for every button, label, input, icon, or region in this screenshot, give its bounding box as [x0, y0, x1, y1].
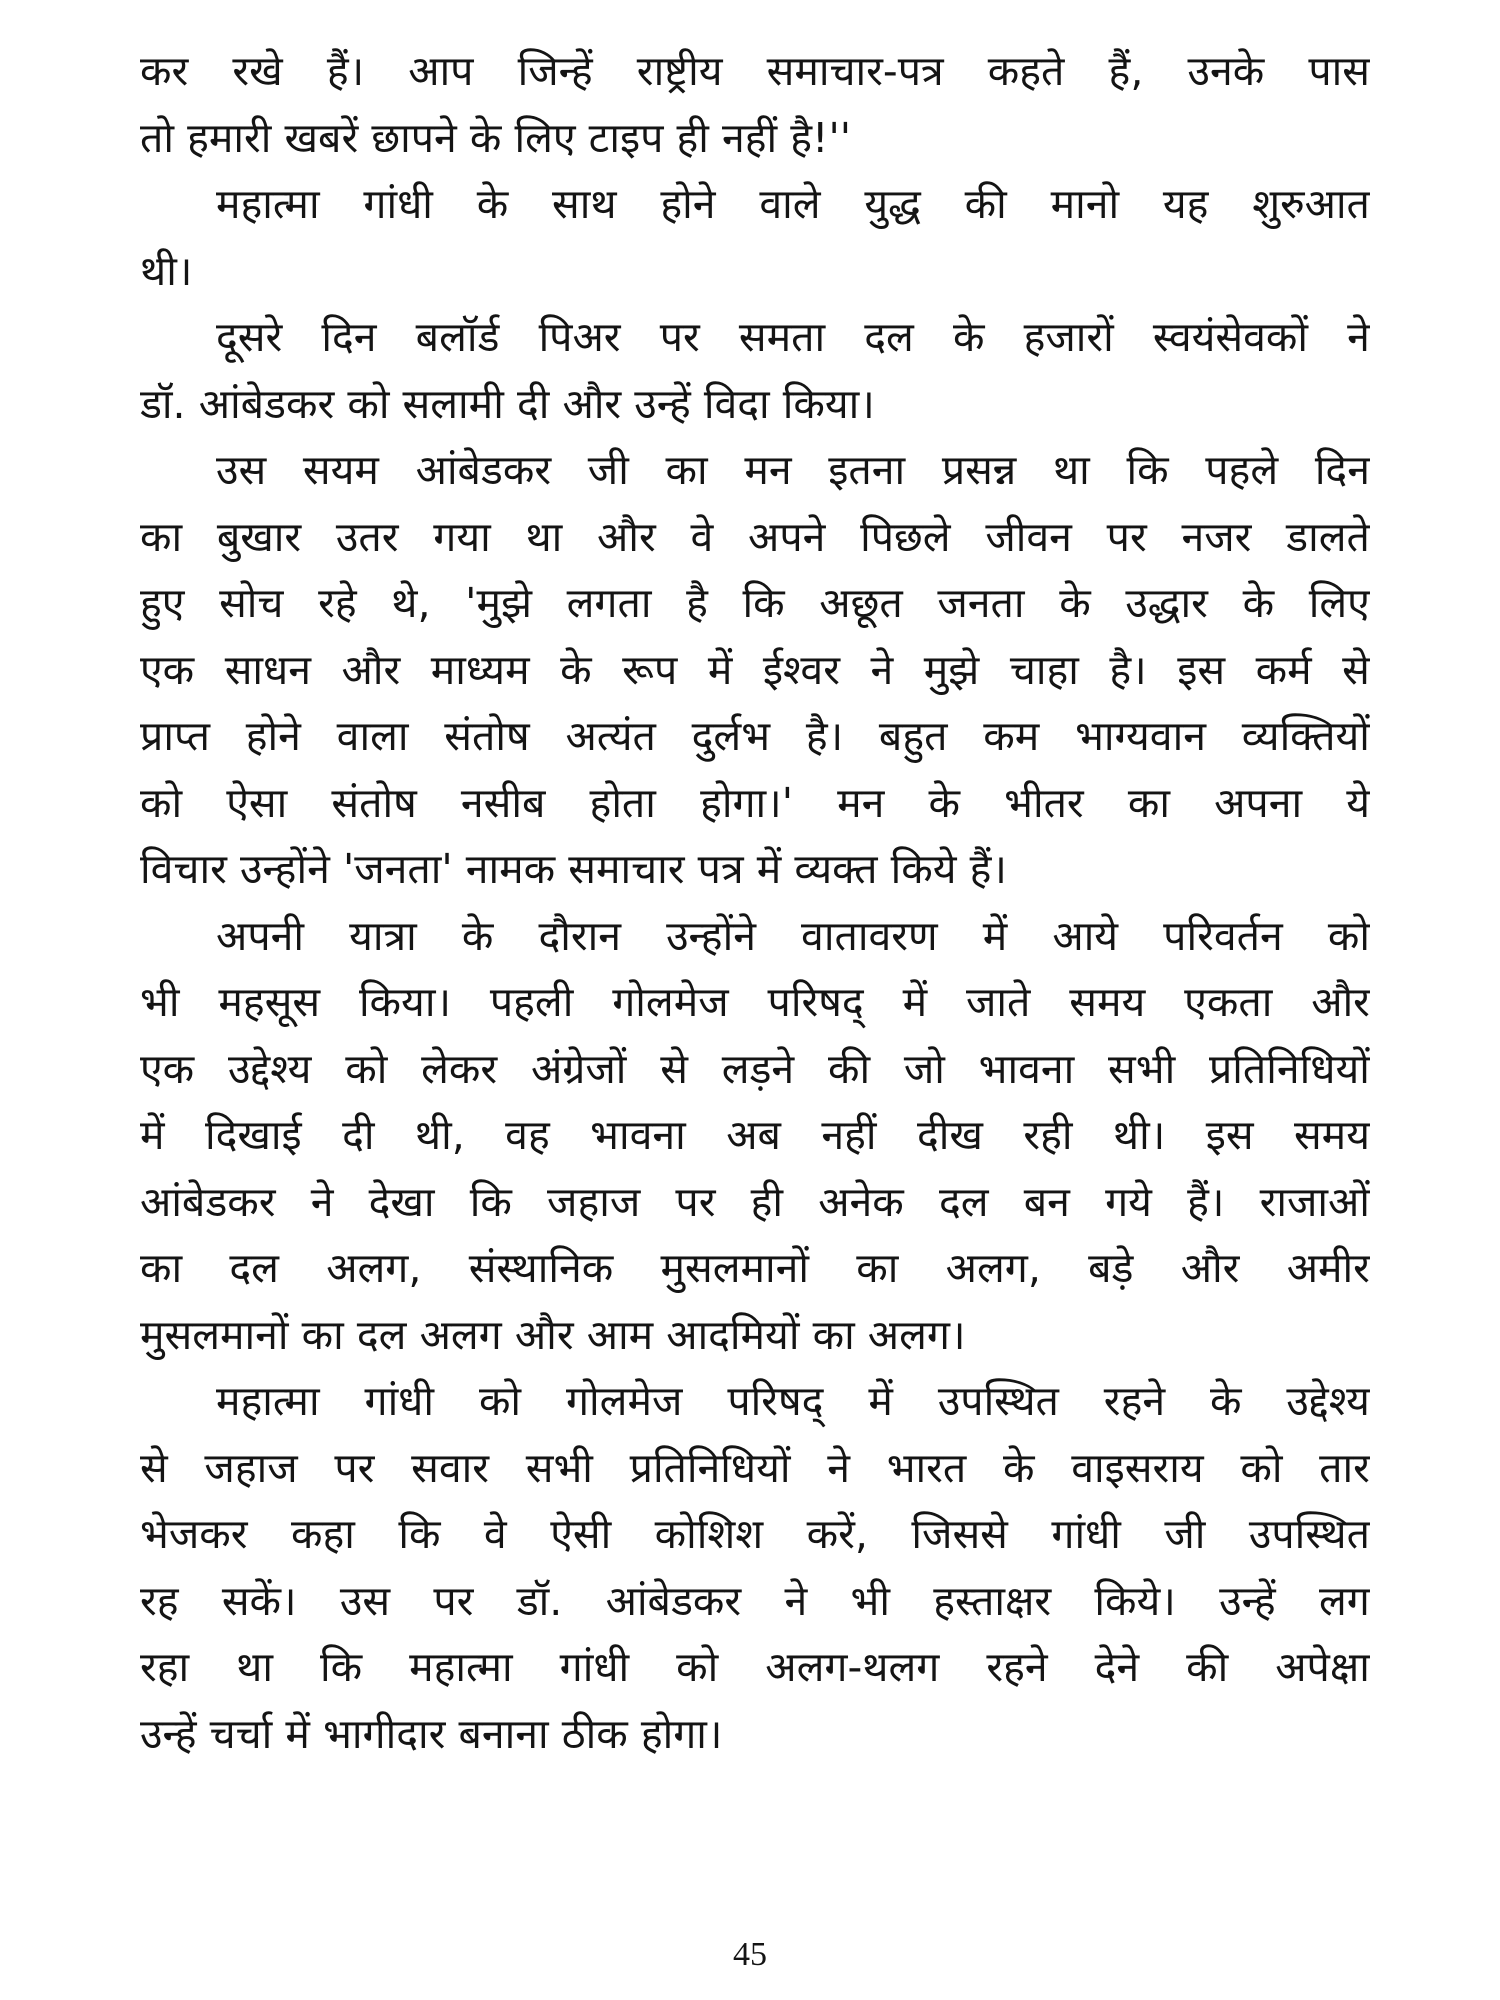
text-line: भेजकर कहा कि वे ऐसी कोशिश करें, जिससे गांधी जी उपस्थित [140, 1510, 1370, 1558]
body-text [140, 38, 1370, 1767]
text-line: कर रखे हैं। आप जिन्हें राष्ट्रीय समाचार-पत्र कहते हैं, उनके पास [140, 47, 1370, 95]
text-line: डॉ. आंबेडकर को सलामी दी और उन्हें विदा किया। [140, 379, 875, 428]
text-line: तो हमारी खबरें छापने के लिए टाइप ही नहीं है!'' [140, 113, 851, 162]
text-line: महात्मा गांधी को गोलमेज परिषद् में उपस्थित रहने के उद्देश्य [216, 1377, 1370, 1425]
text-line: अपनी यात्रा के दौरान उन्होंने वातावरण में आये परिवर्तन को [216, 911, 1370, 960]
text-line: उन्हें चर्चा में भागीदार बनाना ठीक होगा। [140, 1709, 723, 1758]
text-line: उस सयम आंबेडकर जी का मन इतना प्रसन्न था कि पहले दिन [216, 446, 1370, 494]
text-line: थी। [140, 246, 193, 295]
text-line: महात्मा गांधी के साथ होने वाले युद्ध की मानो यह शुरुआत [216, 180, 1370, 228]
text-line: प्राप्त होने वाला संतोष अत्यंत दुर्लभ है। बहुत कम भाग्यवान व्यक्तियों [140, 712, 1370, 760]
text-line: रहा था कि महात्मा गांधी को अलग-थलग रहने देने की अपेक्षा [140, 1643, 1370, 1691]
text-line: से जहाज पर सवार सभी प्रतिनिधियों ने भारत के वाइसराय को तार [140, 1443, 1370, 1492]
text-line: विचार उन्होंने 'जनता' नामक समाचार पत्र में व्यक्त किये हैं। [140, 845, 1007, 893]
text-line: भी महसूस किया। पहली गोलमेज परिषद् में जाते समय एकता और [140, 978, 1370, 1026]
text-line: रह सकें। उस पर डॉ. आंबेडकर ने भी हस्ताक्षर किये। उन्हें लग [140, 1576, 1370, 1625]
text-line: दूसरे दिन बलॉर्ड पिअर पर समता दल के हजारों स्वयंसेवकों ने [216, 313, 1370, 361]
text-line: का दल अलग, संस्थानिक मुसलमानों का अलग, बड़े और अमीर [140, 1244, 1370, 1292]
text-line: में दिखाई दी थी, वह भावना अब नहीं दीख रही थी। इस समय [140, 1111, 1370, 1159]
text-line: का बुखार उतर गया था और वे अपने पिछले जीवन पर नजर डालते [140, 512, 1370, 561]
text-line: एक साधन और माध्यम के रूप में ईश्वर ने मुझे चाहा है। इस कर्म से [140, 645, 1370, 694]
text-line: आंबेडकर ने देखा कि जहाज पर ही अनेक दल बन गये हैं। राजाओं [140, 1177, 1370, 1226]
page-number: 45 [733, 1936, 767, 1973]
text-line: को ऐसा संतोष नसीब होता होगा।' मन के भीतर का अपना ये [140, 778, 1370, 827]
text-line: मुसलमानों का दल अलग और आम आदमियों का अलग। [140, 1310, 966, 1359]
text-line: एक उद्देश्य को लेकर अंग्रेजों से लड़ने की जो भावना सभी प्रतिनिधियों [140, 1044, 1370, 1093]
text-line: हुए सोच रहे थे, 'मुझे लगता है कि अछूत जनता के उद्धार के लिए [140, 579, 1370, 627]
